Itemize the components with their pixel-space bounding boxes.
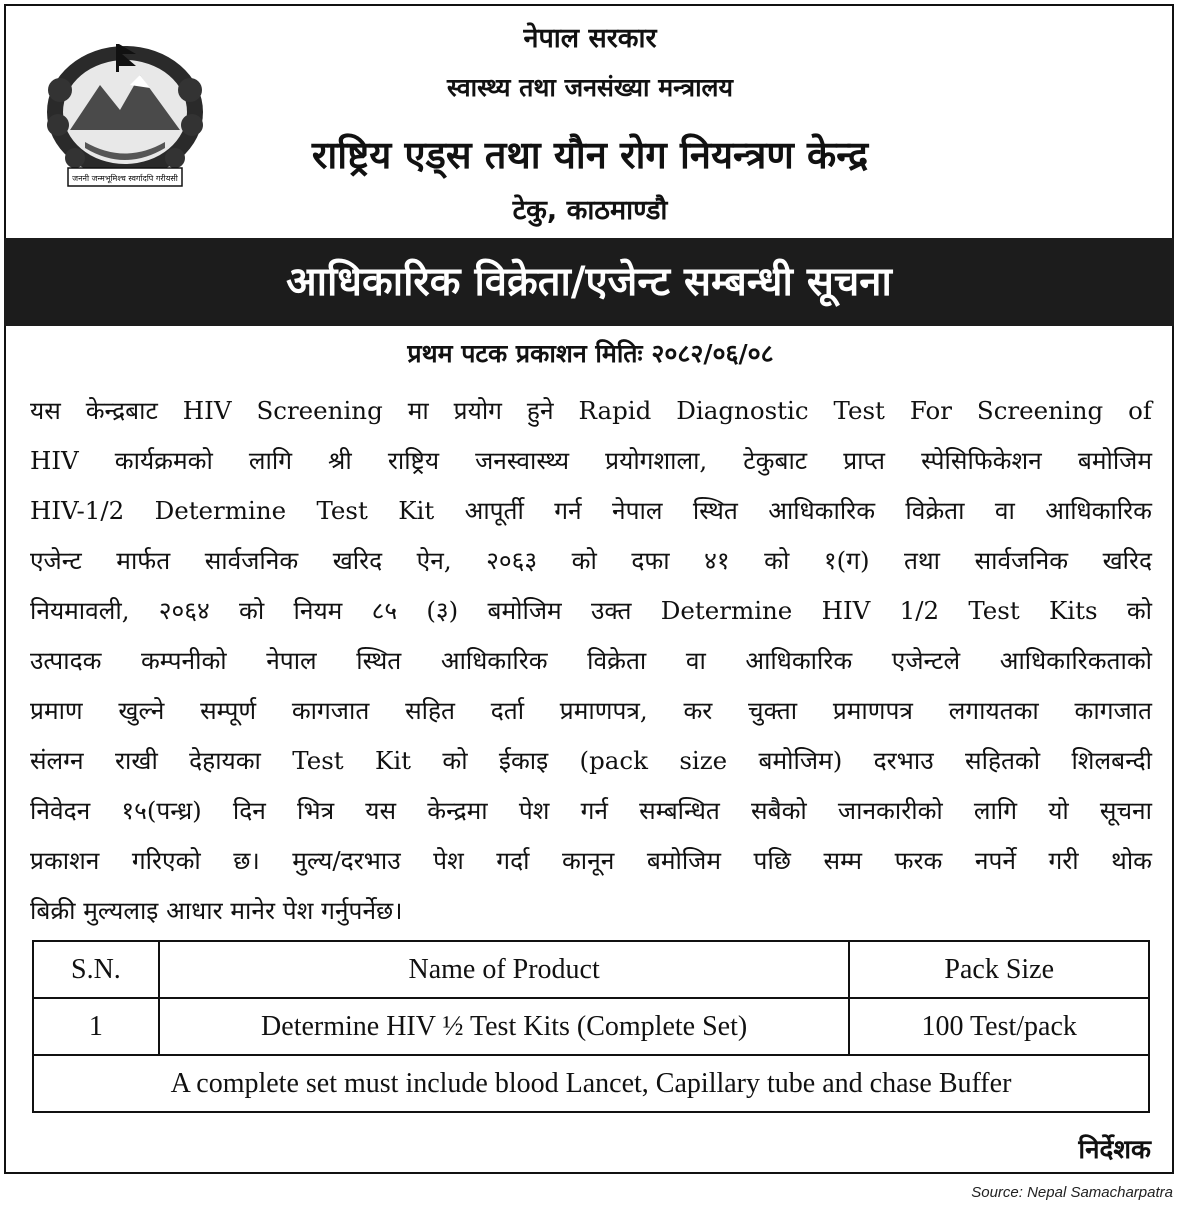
product-table	[32, 940, 1150, 1113]
body-line: बिक्री मुल्यलाइ आधार मानेर पेश गर्नुपर्नेछ।	[30, 896, 403, 925]
government-emblem-icon	[30, 30, 220, 190]
body-line: HIV-1/2 Determine Test Kit आपूर्ती गर्न नेपाल स्थित आधिकारिक विक्रेता वा आधिकारिक	[30, 496, 1152, 525]
table-header-row	[33, 941, 1149, 998]
cell-pack-size: 100 Test/pack	[849, 998, 1149, 1055]
publication-date: २०८२/०६/०८	[651, 339, 774, 368]
body-line: संलग्न राखी देहायका Test Kit को ईकाइ (pack size बमोजिम) दरभाउ सहितको शिलबन्दी	[30, 746, 1152, 775]
table-note: A complete set must include blood Lancet, Capillary tube and chase Buffer	[33, 1055, 1149, 1112]
header-product-name: Name of Product	[159, 941, 850, 998]
body-line: निवेदन १५(पन्ध्र) दिन भित्र यस केन्द्रमा पेश गर्न सम्बन्धित सबैको जानकारीको लागि यो सूचना	[30, 796, 1152, 825]
notice-body	[30, 386, 1152, 936]
cell-product-name: Determine HIV ½ Test Kits (Complete Set)	[159, 998, 850, 1055]
table-row	[33, 998, 1149, 1055]
notice-title-banner: आधिकारिक विक्रेता/एजेन्ट सम्बन्धी सूचना	[4, 238, 1174, 326]
body-line: एजेन्ट मार्फत सार्वजनिक खरिद ऐन, २०६३ को दफा ४१ को १(ग) तथा सार्वजनिक खरिद	[30, 546, 1152, 575]
header-sn: S.N.	[33, 941, 159, 998]
body-line: प्रकाशन गरिएको छ। मुल्य/दरभाउ पेश गर्दा कानून बमोजिम पछि सम्म फरक नपर्ने गरी थोक	[30, 846, 1152, 875]
emblem-motto: जननी जन्मभूमिश्च स्वर्गादपि गरीयसी	[72, 174, 178, 183]
table-note-row	[33, 1055, 1149, 1112]
body-line: यस केन्द्रबाट HIV Screening मा प्रयोग हुने Rapid Diagnostic Test For Screening of	[30, 396, 1152, 425]
publication-date-line	[0, 336, 1181, 370]
government-name: नेपाल सरकार	[523, 23, 657, 54]
body-line: नियमावली, २०६४ को नियम ८५ (३) बमोजिम उक्त Determine HIV 1/2 Test Kits को	[30, 596, 1152, 625]
centre-address: टेकु, काठमाण्डौ	[512, 195, 668, 226]
signature-title: निर्देशक	[1078, 1135, 1151, 1165]
publication-label: प्रथम पटक प्रकाशन मितिः	[407, 339, 643, 368]
ministry-name: स्वास्थ्य तथा जनसंख्या मन्त्रालय	[446, 73, 733, 102]
body-line: प्रमाण खुल्ने सम्पूर्ण कागजात सहित दर्ता प्रमाणपत्र, कर चुक्ता प्रमाणपत्र लगायतका कागजात	[30, 696, 1152, 725]
cell-sn: 1	[33, 998, 159, 1055]
centre-name: राष्ट्रिय एड्स तथा यौन रोग नियन्त्रण केन्द्र	[311, 133, 869, 177]
header-pack-size: Pack Size	[849, 941, 1149, 998]
body-line: HIV कार्यक्रमको लागि श्री राष्ट्रिय जनस्वास्थ्य प्रयोगशाला, टेकुबाट प्राप्त स्पेसिफिकेशन बमोजिम	[30, 446, 1152, 475]
source-credit: Source: Nepal Samacharpatra	[971, 1184, 1173, 1201]
body-line: उत्पादक कम्पनीको नेपाल स्थित आधिकारिक विक्रेता वा आधिकारिक एजेन्टले आधिकारिकताको	[30, 646, 1152, 675]
